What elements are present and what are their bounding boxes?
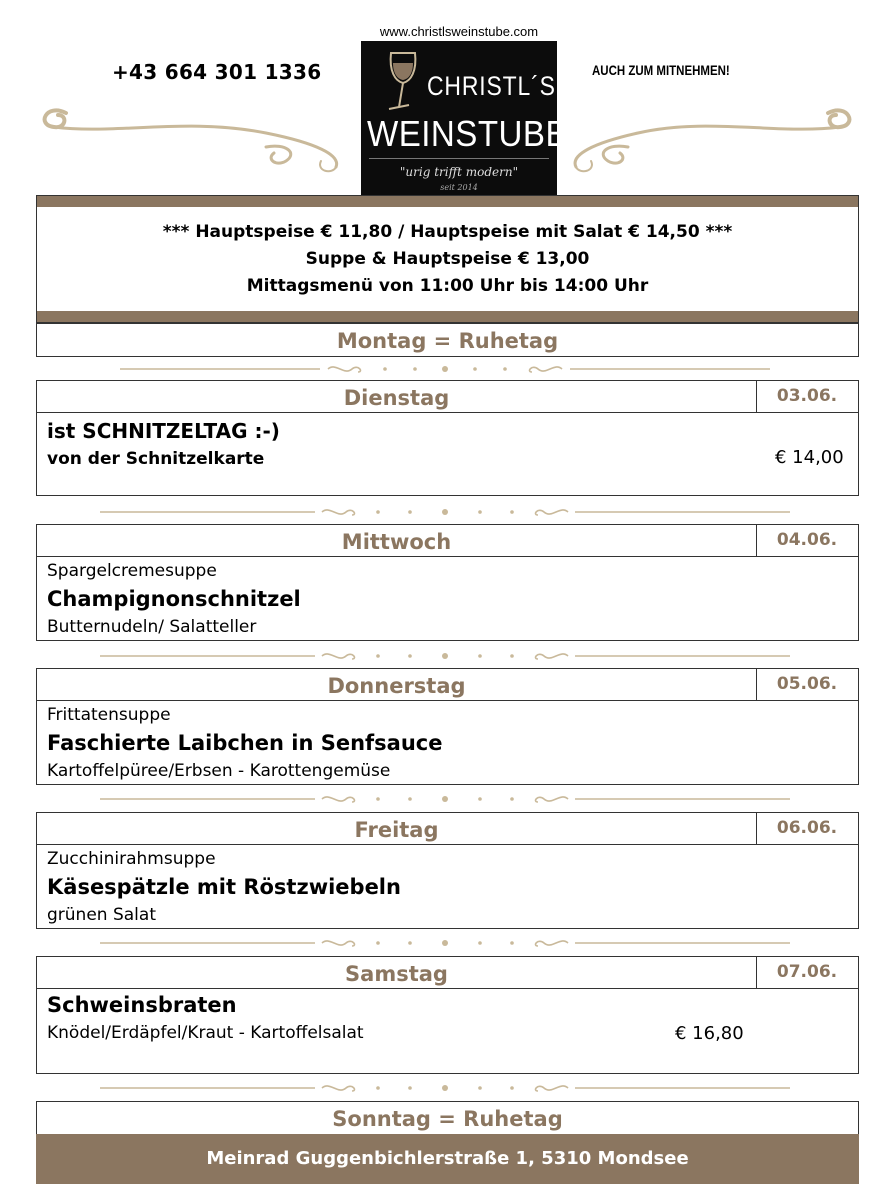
dish-soup: Frittatensuppe [47, 705, 171, 725]
price-line-3: Mittagsmenü von 11:00 Uhr bis 14:00 Uhr [246, 276, 649, 296]
dish-soup: Spargelcremesuppe [47, 561, 217, 581]
day-header [37, 957, 858, 989]
sunday-closed: Sonntag = Ruhetag [36, 1101, 859, 1135]
price-info-box [36, 195, 859, 323]
dish-main: Faschierte Laibchen in Senfsauce [47, 731, 443, 755]
day-card-samstag [36, 956, 859, 1074]
day-card-donnerstag [36, 668, 859, 785]
dish-main: Champignonschnitzel [47, 587, 301, 611]
day-name: Samstag [37, 957, 757, 988]
info-top-bar [37, 196, 858, 207]
info-bottom-bar [37, 311, 858, 322]
dish-soup: Zucchinirahmsuppe [47, 849, 216, 869]
dish-side: von der Schnitzelkarte [47, 449, 265, 469]
phone-number[interactable]: +43 664 301 1336 [112, 60, 322, 84]
address-footer: Meinrad Guggenbichlerstraße 1, 5310 Mondsee [36, 1134, 859, 1184]
day-name: Mittwoch [37, 525, 757, 556]
day-date: 05.06. [776, 674, 838, 694]
left-ornament-swirl [36, 95, 351, 175]
day-card-mittwoch [36, 524, 859, 641]
price-line-2: Suppe & Hauptspeise € 13,00 [305, 249, 590, 269]
day-header [37, 381, 858, 413]
dish-main: ist SCHNITZELTAG :-) [47, 419, 280, 443]
ornament-divider [60, 936, 830, 950]
restaurant-logo [361, 41, 569, 196]
dish-side: Kartoffelpüree/Erbsen - Karottengemüse [47, 761, 391, 781]
day-name: Freitag [37, 813, 757, 844]
logo-title-line1: CHRISTL´S [427, 71, 556, 101]
ornament-divider [60, 505, 830, 519]
takeaway-note: AUCH ZUM MITNEHMEN! [592, 62, 730, 78]
dish-side: Knödel/Erdäpfel/Kraut - Kartoffelsalat [47, 1023, 364, 1043]
price-line-1: *** Hauptspeise € 11,80 / Hauptspeise mit Salat € 14,50 *** [162, 222, 733, 242]
day-header [37, 813, 858, 845]
dish-main: Schweinsbraten [47, 993, 237, 1017]
day-date: 04.06. [776, 530, 838, 550]
day-date: 07.06. [776, 962, 838, 982]
day-name: Dienstag [37, 381, 757, 412]
wine-glass-icon [383, 49, 423, 119]
ornament-divider [60, 792, 830, 806]
day-name: Donnerstag [37, 669, 757, 700]
logo-rule [369, 158, 549, 159]
day-header [37, 669, 858, 701]
right-ornament-swirl [568, 95, 858, 175]
monday-closed: Montag = Ruhetag [36, 323, 859, 357]
day-date: 03.06. [776, 386, 838, 406]
website-url[interactable]: www.christlsweinstube.com [379, 24, 539, 39]
day-card-freitag [36, 812, 859, 929]
day-card-dienstag [36, 380, 859, 496]
logo-title-line2: WEINSTUBE [367, 113, 569, 154]
dish-price: € 14,00 [775, 447, 844, 468]
dish-main: Käsespätzle mit Röstzwiebeln [47, 875, 401, 899]
logo-slogan: "urig trifft modern" [399, 165, 519, 179]
dish-price: € 16,80 [675, 1023, 744, 1044]
dish-side: Butternudeln/ Salatteller [47, 617, 257, 637]
dish-side: grünen Salat [47, 905, 156, 925]
ornament-divider [60, 362, 830, 376]
logo-since: seit 2014 [440, 183, 478, 192]
day-header [37, 525, 858, 557]
day-date: 06.06. [776, 818, 838, 838]
ornament-divider [60, 1081, 830, 1095]
ornament-divider [60, 649, 830, 663]
